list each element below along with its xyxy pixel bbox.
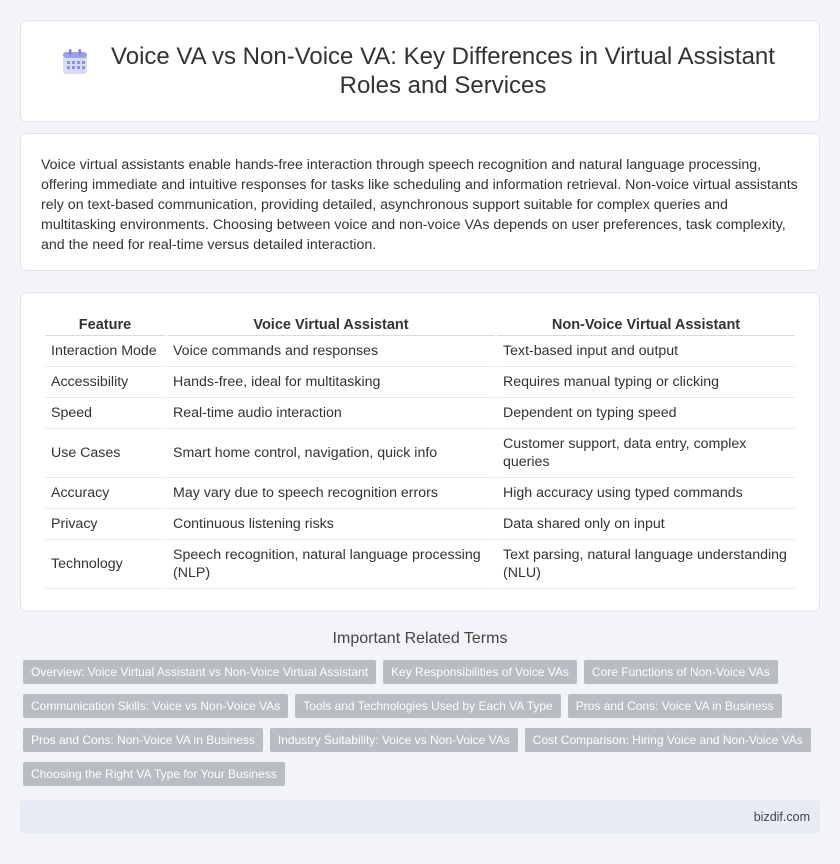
table-row <box>45 367 795 398</box>
voice-cell: Hands-free, ideal for multitasking <box>167 367 495 398</box>
voice-cell: May vary due to speech recognition errors <box>167 478 495 509</box>
non-voice-cell: Requires manual typing or clicking <box>497 367 795 398</box>
table-row <box>45 478 795 509</box>
feature-cell: Interaction Mode <box>45 336 165 367</box>
non-voice-cell: Text parsing, natural language understanding (NLU) <box>497 540 795 589</box>
page-title: Voice VA vs Non-Voice VA: Key Differences in Virtual Assistant Roles and Services <box>111 43 775 99</box>
non-voice-cell: Text-based input and output <box>497 336 795 367</box>
related-term-tag[interactable]: Pros and Cons: Voice VA in Business <box>568 694 782 718</box>
table-row <box>45 540 795 589</box>
related-terms-section <box>20 630 820 786</box>
feature-cell: Technology <box>45 540 165 589</box>
non-voice-cell: Data shared only on input <box>497 509 795 540</box>
table-row <box>45 398 795 429</box>
comparison-table <box>43 313 797 589</box>
related-term-tag[interactable]: Cost Comparison: Hiring Voice and Non-Voice VAs <box>525 728 811 752</box>
related-term-tag[interactable]: Pros and Cons: Non-Voice VA in Business <box>23 728 263 752</box>
feature-cell: Speed <box>45 398 165 429</box>
related-term-tag[interactable]: Key Responsibilities of Voice VAs <box>383 660 577 684</box>
footer <box>20 800 820 833</box>
feature-cell: Use Cases <box>45 429 165 478</box>
feature-cell: Privacy <box>45 509 165 540</box>
related-term-tag[interactable]: Overview: Voice Virtual Assistant vs Non-Voice Virtual Assistant <box>23 660 376 684</box>
intro-paragraph: Voice virtual assistants enable hands-free interaction through speech recognition and natural language processing, offering immediate and intuitive responses for tasks like scheduling and information retrieval. Non-voice virtual assistants rely on text-based communication, providing detailed, asynchronous support suitable for complex queries and multitasking environments. Choosing between voice and non-voice VAs depends on user preferences, task complexity, and the need for real-time versus detailed interaction. <box>41 157 798 253</box>
voice-cell: Real-time audio interaction <box>167 398 495 429</box>
voice-cell: Speech recognition, natural language processing (NLP) <box>167 540 495 589</box>
header-card <box>20 20 820 122</box>
table-row <box>45 336 795 367</box>
related-term-tag[interactable]: Core Functions of Non-Voice VAs <box>584 660 778 684</box>
column-header: Feature <box>45 313 165 336</box>
calendar-grid-icon <box>61 48 89 76</box>
table-header-row <box>45 313 795 336</box>
table-row <box>45 509 795 540</box>
related-terms-title: Important Related Terms <box>332 630 508 647</box>
voice-cell: Voice commands and responses <box>167 336 495 367</box>
voice-cell: Continuous listening risks <box>167 509 495 540</box>
non-voice-cell: Customer support, data entry, complex queries <box>497 429 795 478</box>
related-term-tag[interactable]: Tools and Technologies Used by Each VA Type <box>295 694 561 718</box>
feature-cell: Accessibility <box>45 367 165 398</box>
related-term-tag[interactable]: Choosing the Right VA Type for Your Business <box>23 762 285 786</box>
footer-site-link[interactable]: bizdif.com <box>753 809 810 824</box>
column-header: Voice Virtual Assistant <box>167 313 495 336</box>
related-terms-tags <box>20 660 820 786</box>
feature-cell: Accuracy <box>45 478 165 509</box>
related-term-tag[interactable]: Industry Suitability: Voice vs Non-Voice VAs <box>270 728 518 752</box>
non-voice-cell: Dependent on typing speed <box>497 398 795 429</box>
related-term-tag[interactable]: Communication Skills: Voice vs Non-Voice VAs <box>23 694 288 718</box>
intro-card <box>20 133 820 271</box>
comparison-table-card <box>20 292 820 612</box>
voice-cell: Smart home control, navigation, quick info <box>167 429 495 478</box>
table-row <box>45 429 795 478</box>
non-voice-cell: High accuracy using typed commands <box>497 478 795 509</box>
column-header: Non-Voice Virtual Assistant <box>497 313 795 336</box>
